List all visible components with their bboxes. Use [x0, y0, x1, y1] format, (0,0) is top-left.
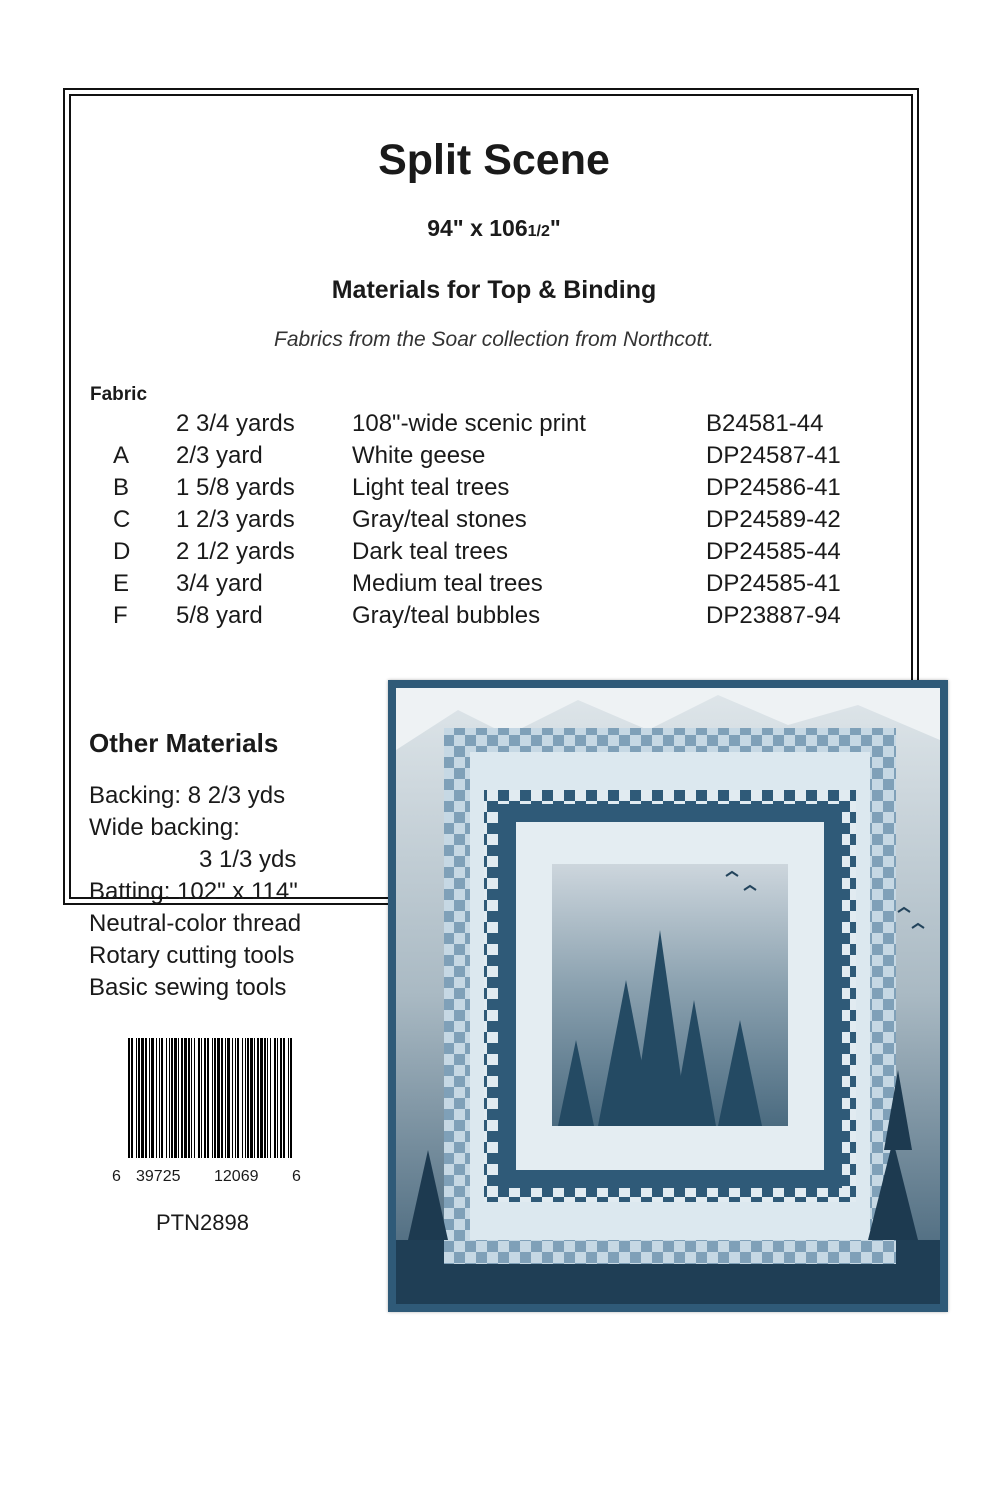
- other-material-item: 3 1/3 yds: [199, 846, 297, 873]
- barcode-bar: [178, 1038, 179, 1158]
- barcode-digit-group: 6: [292, 1168, 301, 1185]
- fabric-letter: B: [113, 474, 130, 501]
- pattern-title: Split Scene: [378, 136, 610, 184]
- fabric-amount: 2 1/2 yards: [176, 538, 295, 565]
- fabric-letter: D: [113, 538, 131, 565]
- barcode-bar: [161, 1038, 163, 1158]
- fabric-code: DP24589-42: [706, 506, 841, 533]
- fabric-table: [0, 410, 1006, 634]
- barcode-bar: [242, 1038, 243, 1158]
- fabric-letter: A: [113, 442, 130, 469]
- barcode-bar: [159, 1038, 160, 1158]
- fabric-amount: 3/4 yard: [176, 570, 263, 597]
- barcode-bar: [254, 1038, 255, 1158]
- fabric-row: [0, 474, 1006, 506]
- barcode-bar: [283, 1038, 285, 1158]
- barcode-bar: [181, 1038, 183, 1158]
- barcode-bar: [270, 1038, 271, 1158]
- barcode-bar: [257, 1038, 259, 1158]
- barcode-image: [126, 1038, 294, 1166]
- fabric-description: Medium teal trees: [352, 570, 543, 597]
- barcode-bar: [151, 1038, 154, 1158]
- barcode-bar: [214, 1038, 216, 1158]
- barcode-bar: [156, 1038, 157, 1158]
- fabric-amount: 2/3 yard: [176, 442, 263, 469]
- barcode-bar: [149, 1038, 150, 1158]
- barcode-bar: [274, 1038, 276, 1158]
- barcode-bar: [201, 1038, 202, 1158]
- fabric-row: [0, 538, 1006, 570]
- other-material-item: Wide backing:: [89, 814, 240, 841]
- fabric-row: [0, 570, 1006, 602]
- barcode-bar: [169, 1038, 170, 1158]
- materials-subtitle: Fabrics from the Soar collection from Northcott.: [274, 328, 714, 351]
- fabric-code: DP24585-44: [706, 538, 841, 565]
- barcode-bar: [204, 1038, 206, 1158]
- fabric-description: Dark teal trees: [352, 538, 509, 565]
- barcode-digit-group: 6: [112, 1168, 121, 1185]
- barcode-bar: [227, 1038, 230, 1158]
- barcode-bar: [235, 1038, 236, 1158]
- barcode-bar: [145, 1038, 147, 1158]
- fabric-row: [0, 410, 1006, 442]
- barcode-bar: [288, 1038, 289, 1158]
- barcode-bar: [247, 1038, 249, 1158]
- fabric-code: DP23887-94: [706, 602, 841, 629]
- barcode-bar: [264, 1038, 266, 1158]
- fabric-amount: 1 5/8 yards: [176, 474, 295, 501]
- barcode-bar: [136, 1038, 137, 1158]
- barcode-bar: [166, 1038, 167, 1158]
- fabric-code: DP24585-41: [706, 570, 841, 597]
- barcode-bar: [131, 1038, 133, 1158]
- barcode-bar: [267, 1038, 268, 1158]
- barcode-bar: [250, 1038, 253, 1158]
- fabric-row: [0, 602, 1006, 634]
- barcode-bar: [194, 1038, 195, 1158]
- barcode-bar: [207, 1038, 209, 1158]
- other-material-item: Backing: 8 2/3 yds: [89, 782, 286, 809]
- materials-heading: Materials for Top & Binding: [331, 276, 657, 304]
- barcode-bar: [141, 1038, 144, 1158]
- size-fraction: 1/2: [527, 223, 550, 240]
- fabric-amount: 2 3/4 yards: [176, 410, 295, 437]
- barcode-bar: [138, 1038, 140, 1158]
- barcode-bar: [184, 1038, 187, 1158]
- fabric-code: DP24586-41: [706, 474, 841, 501]
- other-material-item: Neutral-color thread: [89, 910, 302, 937]
- other-materials-heading: Other Materials: [89, 728, 279, 758]
- barcode-bar: [260, 1038, 263, 1158]
- fabric-description: Light teal trees: [352, 474, 510, 501]
- fabric-code: DP24587-41: [706, 442, 841, 469]
- barcode-bar: [128, 1038, 130, 1158]
- fabric-amount: 1 2/3 yards: [176, 506, 295, 533]
- fabric-letter: C: [113, 506, 131, 533]
- barcode-bar: [225, 1038, 226, 1158]
- fabric-description: White geese: [352, 442, 486, 469]
- quilt-size: [0, 215, 988, 242]
- product-code: PTN2898: [156, 1210, 249, 1235]
- fabric-column-label: Fabric: [90, 384, 148, 405]
- other-material-item: Rotary cutting tools: [89, 942, 295, 969]
- quilt-image: [388, 680, 948, 1312]
- other-materials-list: [89, 780, 301, 1004]
- barcode-bar: [277, 1038, 278, 1158]
- fabric-code: B24581-44: [706, 410, 824, 437]
- other-material-item: Batting: 102" x 114": [89, 878, 298, 905]
- barcode-bar: [232, 1038, 233, 1158]
- barcode-bar: [245, 1038, 246, 1158]
- barcode-bar: [191, 1038, 192, 1158]
- barcode-bar: [188, 1038, 190, 1158]
- barcode-bar: [212, 1038, 213, 1158]
- barcode-digit-group: 39725: [136, 1168, 181, 1185]
- fabric-row: [0, 442, 1006, 474]
- fabric-amount: 5/8 yard: [176, 602, 263, 629]
- barcode-bar: [174, 1038, 177, 1158]
- fabric-description: Gray/teal bubbles: [352, 602, 541, 629]
- barcode-digit-group: 12069: [214, 1168, 259, 1185]
- barcode-bar: [221, 1038, 223, 1158]
- fabric-description: Gray/teal stones: [352, 506, 527, 533]
- size-main: 94" x 106: [427, 215, 528, 241]
- barcode-bar: [290, 1038, 292, 1158]
- other-material-item: Basic sewing tools: [89, 974, 287, 1001]
- barcode-bar: [237, 1038, 239, 1158]
- fabric-letter: F: [113, 602, 128, 629]
- barcode-bar: [280, 1038, 282, 1158]
- size-tail: ": [549, 215, 561, 241]
- barcode-bar: [217, 1038, 220, 1158]
- barcode-bar: [171, 1038, 173, 1158]
- fabric-description: 108"-wide scenic print: [352, 410, 586, 437]
- fabric-row: [0, 506, 1006, 538]
- barcode-bar: [198, 1038, 200, 1158]
- fabric-letter: E: [113, 570, 130, 597]
